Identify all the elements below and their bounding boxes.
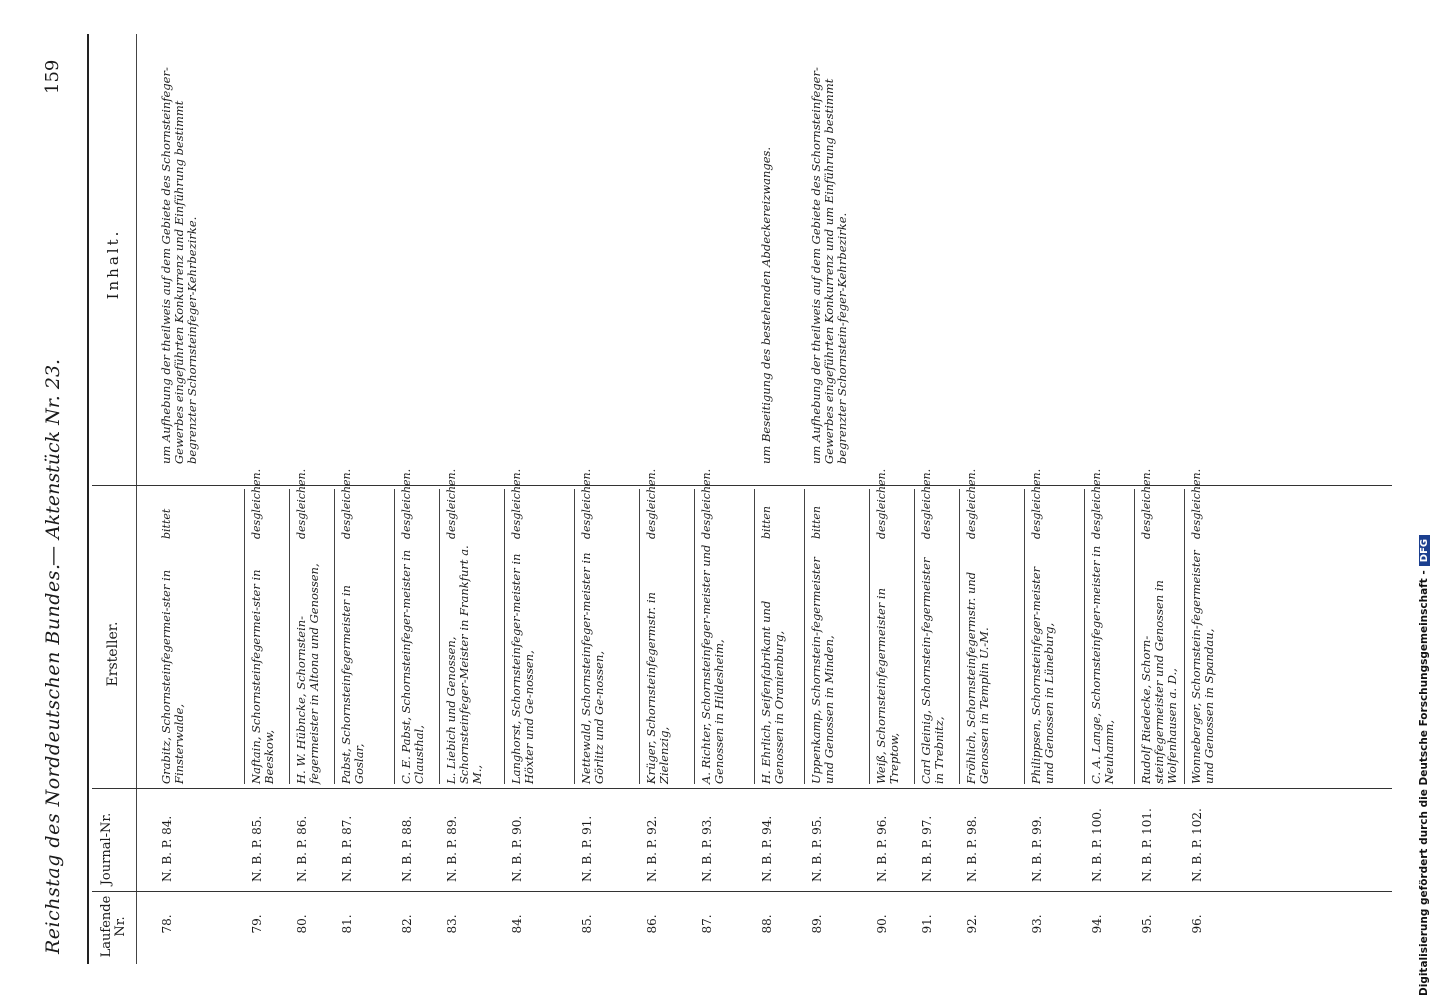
journal-nr-cell: N. B. P. 94. bbox=[760, 815, 774, 882]
ersteller-cell: Pabst, Schornsteinfegermeister in Goslar, bbox=[339, 585, 366, 784]
journal-nr-cell: N. B. P. 99. bbox=[1030, 815, 1044, 882]
inhalt-cell: um Beseitigung des bestehenden Abdeckereizwanges. bbox=[759, 146, 773, 464]
inhalt-cell: um Aufhebung der theilweis auf dem Gebiete des Schornsteinfeger-Gewerbes eingeführten Konkurrenz und um Einführung bestimmt begrenzter Schornstein-feger-Kehrbezirke. bbox=[809, 67, 849, 464]
verb-cell: desgleichen. bbox=[1190, 468, 1203, 539]
ersteller-cell: C. A. Lange, Schornsteinfeger-meister in Neuhamm, bbox=[1089, 545, 1116, 784]
laufende-nr-cell: 93. bbox=[1030, 914, 1044, 934]
journal-nr-cell: N. B. P. 89. bbox=[445, 815, 459, 882]
ersteller-cell: L. Liebich und Genossen, Schornsteinfeger-Meister in Frankfurt a. M., bbox=[444, 545, 484, 784]
row-rule bbox=[639, 489, 640, 784]
ersteller-cell: H. Ehrlich, Seifenfabrikant und Genossen in Oranienburg, bbox=[759, 600, 786, 784]
verb-cell: desgleichen. bbox=[645, 468, 658, 539]
table-row bbox=[965, 34, 1030, 964]
row-rule bbox=[244, 489, 245, 784]
ersteller-cell: Nettewald, Schornsteinfeger-meister in Görlitz und Ge-nossen, bbox=[579, 552, 606, 784]
laufende-nr-cell: 96. bbox=[1190, 914, 1204, 934]
row-rule bbox=[804, 489, 805, 784]
verb-cell: desgleichen. bbox=[510, 468, 523, 539]
row-rule bbox=[914, 489, 915, 784]
verb-cell: desgleichen. bbox=[295, 468, 308, 539]
laufende-nr-cell: 95. bbox=[1140, 914, 1154, 934]
journal-nr-cell: N. B. P. 87. bbox=[340, 815, 354, 882]
header-rule bbox=[87, 34, 89, 964]
page-number: 159 bbox=[42, 59, 63, 94]
journal-nr-cell: N. B. P. 93. bbox=[700, 815, 714, 882]
dfg-credit-text: Digitalisierung gefördert durch die Deutsche Forschungsgemeinschaft - bbox=[1418, 570, 1430, 996]
header-document-number: Aktenstück Nr. 23. bbox=[42, 358, 64, 539]
row-rule bbox=[754, 489, 755, 784]
ersteller-cell: Langhorst, Schornsteinfeger-meister in Höxter und Ge-nossen, bbox=[509, 553, 536, 784]
verb-cell: bitten bbox=[810, 506, 823, 539]
page-header bbox=[40, 34, 80, 964]
journal-nr-cell: N. B. P. 97. bbox=[920, 815, 934, 882]
ersteller-cell: Philippsen, Schornsteinfeger-meister und Genossen in Lüneburg, bbox=[1029, 566, 1056, 784]
laufende-nr-cell: 82. bbox=[400, 914, 414, 934]
table-row bbox=[700, 34, 760, 964]
ersteller-cell: H. W. Hübncke, Schornstein-fegermeister in Altona und Genossen, bbox=[294, 563, 321, 784]
row-rule bbox=[959, 489, 960, 784]
column-header-ersteller: Ersteller. bbox=[105, 621, 121, 687]
ersteller-cell: Wonneberger, Schornstein-fegermeister und Genossen in Spandau, bbox=[1189, 550, 1216, 784]
verb-cell: desgleichen. bbox=[875, 468, 888, 539]
laufende-nr-cell: 90. bbox=[875, 914, 889, 934]
ersteller-cell: Fröhlich, Schornsteinfegermstr. und Genossen in Templin U.-M. bbox=[964, 571, 991, 784]
ersteller-cell: A. Richter, Schornsteinfeger-meister und Genossen in Hildesheim, bbox=[699, 544, 726, 784]
journal-nr-cell: N. B. P. 98. bbox=[965, 815, 979, 882]
ersteller-cell: Weiß, Schornsteinfegermeister in Treptow, bbox=[874, 587, 901, 784]
column-header-rule bbox=[136, 34, 137, 964]
laufende-nr-cell: 81. bbox=[340, 914, 354, 934]
dfg-logo: DFG bbox=[1419, 535, 1430, 566]
laufende-nr-cell: 94. bbox=[1090, 914, 1104, 934]
verb-cell: bitten bbox=[760, 506, 773, 539]
ersteller-cell: Krüger, Schornsteinfegermstr. in Zielenzig, bbox=[644, 592, 671, 784]
laufende-nr-cell: 80. bbox=[295, 914, 309, 934]
journal-nr-cell: N. B. P. 84. bbox=[160, 815, 174, 882]
verb-cell: desgleichen. bbox=[580, 468, 593, 539]
laufende-nr-cell: 84. bbox=[510, 914, 524, 934]
table-row bbox=[445, 34, 510, 964]
table-row bbox=[510, 34, 580, 964]
verb-cell: desgleichen. bbox=[920, 468, 933, 539]
verb-cell: desgleichen. bbox=[1090, 468, 1103, 539]
ersteller-cell: Grabitz, Schornsteinfegermei-ster in Finsterwalde, bbox=[159, 569, 186, 784]
table-row bbox=[1140, 34, 1190, 964]
table-row bbox=[1090, 34, 1140, 964]
row-rule bbox=[1084, 489, 1085, 784]
verb-cell: desgleichen. bbox=[700, 468, 713, 539]
laufende-nr-cell: 91. bbox=[920, 914, 934, 934]
verb-cell: desgleichen. bbox=[250, 468, 263, 539]
row-rule bbox=[694, 489, 695, 784]
table-row bbox=[340, 34, 400, 964]
inhalt-cell: um Aufhebung der theilweis auf dem Gebiete des Schornsteinfeger-Gewerbes eingeführten Konkurrenz und Einführung bestimmt begrenzter Schornsteinfeger-Kehrbezirke. bbox=[159, 67, 199, 464]
laufende-nr-cell: 85. bbox=[580, 914, 594, 934]
laufende-nr-cell: 87. bbox=[700, 914, 714, 934]
header-title: Reichstag des Norddeutschen Bundes. bbox=[42, 563, 64, 954]
row-rule bbox=[1024, 489, 1025, 784]
laufende-nr-cell: 89. bbox=[810, 914, 824, 934]
verb-cell: desgleichen. bbox=[340, 468, 353, 539]
ersteller-cell: Naftain, Schornsteinfegermei-ster in Beeskow, bbox=[249, 569, 276, 784]
journal-nr-cell: N. B. P. 90. bbox=[510, 815, 524, 882]
verb-cell: bittet bbox=[160, 508, 173, 539]
laufende-nr-cell: 92. bbox=[965, 914, 979, 934]
verb-cell: desgleichen. bbox=[445, 468, 458, 539]
table-row bbox=[645, 34, 700, 964]
header-dash: — bbox=[40, 546, 64, 566]
journal-nr-cell: N. B. P. 102. bbox=[1190, 808, 1204, 882]
verb-cell: desgleichen. bbox=[1140, 468, 1153, 539]
ersteller-cell: Carl Gleinig, Schornstein-fegermeister in Trebnitz, bbox=[919, 557, 946, 784]
ersteller-cell: C. E. Pabst, Schornsteinfeger-meister in Clausthal, bbox=[399, 549, 426, 784]
journal-nr-cell: N. B. P. 100. bbox=[1090, 808, 1104, 882]
row-rule bbox=[439, 489, 440, 784]
table-row bbox=[1190, 34, 1250, 964]
verb-cell: desgleichen. bbox=[965, 468, 978, 539]
journal-nr-cell: N. B. P. 85. bbox=[250, 815, 264, 882]
table-row bbox=[580, 34, 645, 964]
table-row bbox=[1030, 34, 1090, 964]
ersteller-cell: Rudolf Riedecke, Schorn-steinfegermeister und Genossen in Wolfenhausen a. D., bbox=[1139, 580, 1179, 784]
journal-nr-cell: N. B. P. 91. bbox=[580, 815, 594, 882]
journal-nr-cell: N. B. P. 86. bbox=[295, 815, 309, 882]
journal-nr-cell: N. B. P. 96. bbox=[875, 815, 889, 882]
ersteller-cell: Uppenkamp, Schornstein-fegermeister und Genossen in Minden, bbox=[809, 557, 836, 784]
table-row bbox=[160, 34, 250, 964]
column-header-journal-nr: Journal-Nr. bbox=[99, 812, 114, 886]
row-rule bbox=[334, 489, 335, 784]
laufende-nr-cell: 79. bbox=[250, 914, 264, 934]
journal-nr-cell: N. B. P. 95. bbox=[810, 815, 824, 882]
row-rule bbox=[574, 489, 575, 784]
laufende-nr-cell: 88. bbox=[760, 914, 774, 934]
column-header-inhalt: Inhalt. bbox=[104, 228, 122, 300]
table-row bbox=[760, 34, 810, 964]
verb-cell: desgleichen. bbox=[1030, 468, 1043, 539]
document-page bbox=[40, 34, 1400, 964]
journal-nr-cell: N. B. P. 88. bbox=[400, 815, 414, 882]
journal-nr-cell: N. B. P. 92. bbox=[645, 815, 659, 882]
laufende-nr-cell: 78. bbox=[160, 914, 174, 934]
laufende-nr-cell: 86. bbox=[645, 914, 659, 934]
row-rule bbox=[1184, 489, 1185, 784]
dfg-credit bbox=[1418, 6, 1430, 996]
laufende-nr-cell: 83. bbox=[445, 914, 459, 934]
table-row bbox=[810, 34, 875, 964]
row-rule bbox=[869, 489, 870, 784]
row-rule bbox=[1134, 489, 1135, 784]
column-header-laufende-nr: Laufende Nr. bbox=[99, 895, 128, 958]
row-rule bbox=[504, 489, 505, 784]
row-rule bbox=[394, 489, 395, 784]
row-rule bbox=[289, 489, 290, 784]
journal-nr-cell: N. B. P. 101. bbox=[1140, 808, 1154, 882]
verb-cell: desgleichen. bbox=[400, 468, 413, 539]
